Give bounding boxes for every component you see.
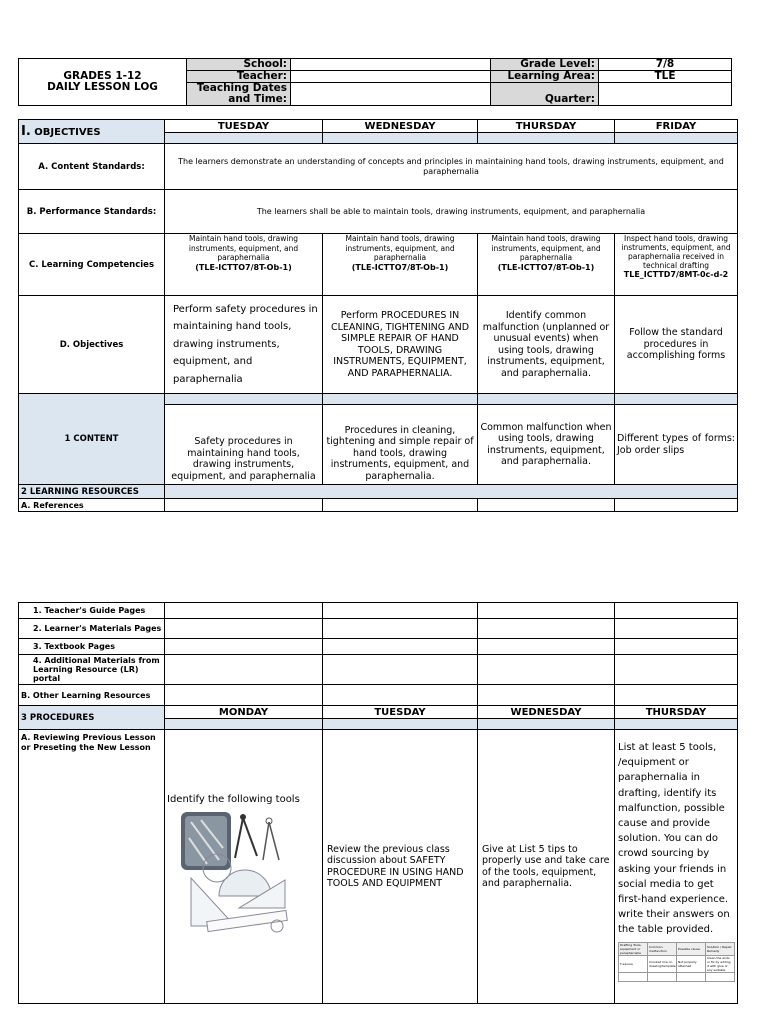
blank-cell [165,603,323,619]
blank-cell [615,603,738,619]
objectives-label: D. Objectives [19,296,165,394]
blank-cell [478,499,615,512]
blank-cell [165,133,323,144]
performance-standards-text: The learners shall be able to maintain tools, drawing instruments, equipment, and paraphernalia [165,190,738,234]
references-label: A. References [19,499,165,512]
blank-cell [165,719,323,730]
mini-table-header: Drafting Tools, equipment or paraphernalia [619,942,648,955]
dates-field[interactable] [291,83,491,106]
objective-text: Perform PROCEDURES IN CLEANING, TIGHTENING AND SIMPLE REPAIR OF HAND TOOLS, DRAWING INSTRUMENTS, EQUIPMENT, AND PARAPHERNALIA. [323,296,478,394]
school-label: School: [187,59,291,71]
blank-cell [615,655,738,685]
competency-cell [615,234,738,296]
blank-cell [165,685,323,706]
blank-cell [615,619,738,639]
day-header-1: TUESDAY [165,120,323,133]
form-title-line1: GRADES 1-12 [63,70,142,82]
procedures-table [18,602,738,1004]
blank-cell [323,499,478,512]
blank-cell [615,133,738,144]
blank-cell [165,655,323,685]
competency-code: TLE_ICTTD7/8MT-0c-d-2 [623,270,729,279]
mini-table-header: Common malfunction [648,942,677,955]
competency-cell [323,234,478,296]
area-label: Learning Area: [491,71,599,83]
blank-cell [478,394,615,405]
review-monday-cell [165,730,323,1004]
mini-table-header: Solution / Repair Remedy [706,942,735,955]
mini-table-cell: T-square [619,955,648,972]
competency-cell [165,234,323,296]
day-header-2: WEDNESDAY [323,120,478,133]
day-header-4: FRIDAY [615,120,738,133]
dates-label [187,83,291,106]
blank-cell [165,499,323,512]
review-text: Identify the following tools [167,794,300,805]
grade-value[interactable]: 7/8 [599,59,732,71]
review-lesson-label: A. Reviewing Previous Lesson or Preseting the New Lesson [19,730,165,1004]
blank-cell [323,639,478,655]
proc-day-header-3: WEDNESDAY [478,706,615,719]
blank-cell [165,485,738,499]
content-text: Different types of forms: Job order slips [615,405,738,485]
protractor-icon [219,870,271,896]
review-text: Review the previous class discussion about SAFETY PROCEDURE IN USING HAND TOOLS AND EQUIPMENT [323,730,478,1004]
blank-cell [615,639,738,655]
blank-cell [323,655,478,685]
teacher-label: Teacher: [187,71,291,83]
competency-code: (TLE-ICTTO7/8T-Ob-1) [497,262,595,272]
learning-resources-label: 2 LEARNING RESOURCES [19,485,165,499]
blank-cell [478,619,615,639]
compass-icon [235,814,257,858]
review-thursday-cell [615,730,738,1004]
competency-code: (TLE-ICTTO7/8T-Ob-1) [351,262,449,272]
review-text: Give at List 5 tips to properly use and take care of the tools, equipment, and paraphernalia. [478,730,615,1004]
competencies-label: C. Learning Competencies [19,234,165,296]
review-text: List at least 5 tools, /equipment or paraphernalia in drafting, identify its malfunction, possible cause and provide solution. You can do crowd sourcing by asking your friends in social media to get first-hand experience. write their answers on the table provided. [618,742,730,936]
dates-label-line1: Teaching Dates [196,82,287,94]
blank-cell [323,685,478,706]
objective-text: Perform safety procedures in maintaining hand tools, drawing instruments, equipment, and paraphernalia [165,296,323,394]
blank-cell [478,685,615,706]
blank-cell [165,639,323,655]
blank-cell [478,719,615,730]
blank-cell [615,499,738,512]
quarter-label: Quarter: [491,83,599,106]
proc-day-header-1: MONDAY [165,706,323,719]
form-title-line2: DAILY LESSON LOG [47,81,158,93]
mini-table-cell [648,972,677,981]
drafting-tools-image [177,808,295,936]
proc-day-header-4: THURSDAY [615,706,738,719]
competency-code: (TLE-ICTTO7/8T-Ob-1) [195,262,292,272]
form-title [19,59,187,106]
mini-table-cell: Crooked line on drawing/template [648,955,677,972]
grade-label: Grade Level: [491,59,599,71]
day-header-3: THURSDAY [478,120,615,133]
content-text: Common malfunction when using tools, drawing instruments, equipment, and paraphernalia. [478,405,615,485]
additional-materials-label: 4. Additional Materials from Learning Resource (LR) portal [19,655,165,685]
teachers-guide-label: 1. Teacher's Guide Pages [19,603,165,619]
objectives-header [19,120,165,144]
blank-cell [478,655,615,685]
blank-cell [323,719,478,730]
area-value[interactable]: TLE [599,71,732,83]
blank-cell [323,133,478,144]
mini-table-cell: Not properly attached [677,955,706,972]
mini-table-cell [677,972,706,981]
mini-table-cell: Clean the ends or fix by adding it with glue or any suitable [706,955,735,972]
blank-cell [323,394,478,405]
objectives-table [18,119,738,512]
dates-label-line2: and Time: [228,93,287,105]
procedures-label: 3 PROCEDURES [19,706,165,730]
blank-cell [615,394,738,405]
competency-cell [478,234,615,296]
blank-cell [478,133,615,144]
quarter-field[interactable] [599,83,732,106]
mini-table-cell [619,972,648,981]
blank-cell [478,639,615,655]
performance-standards-label: B. Performance Standards: [19,190,165,234]
teacher-field[interactable] [291,71,491,83]
school-field[interactable] [291,59,491,71]
blank-cell [323,619,478,639]
proc-day-header-2: TUESDAY [323,706,478,719]
blank-cell [323,603,478,619]
content-standards-label: A. Content Standards: [19,144,165,190]
competency-text: Maintain hand tools, drawing instruments, equipment, and paraphernalia [345,234,455,262]
blank-cell [615,719,738,730]
other-resources-label: B. Other Learning Resources [19,685,165,706]
content-standards-text: The learners demonstrate an understanding of concepts and principles in maintaining hand tools, drawing instruments, equipment, and paraphernalia [165,144,738,190]
content-label: 1 CONTENT [19,394,165,485]
malfunction-table [618,942,735,982]
textbook-pages-label: 3. Textbook Pages [19,639,165,655]
content-text: Procedures in cleaning, tightening and simple repair of hand tools, drawing instruments, equipment, and paraphernalia. [323,405,478,485]
divider-icon [263,818,279,860]
header-table [18,58,732,106]
competency-text: Maintain hand tools, drawing instruments, equipment, and paraphernalia [188,234,299,262]
mini-table-cell [706,972,735,981]
objective-text: Follow the standard procedures in accomplishing forms [615,296,738,394]
competency-text: Maintain hand tools, drawing instruments, equipment, and paraphernalia [491,234,601,262]
blank-cell [165,394,323,405]
content-text: Safety procedures in maintaining hand tools, drawing instruments, equipment, and paraphernalia [165,405,323,485]
competency-text: Inspect hand tools, drawing instruments, equipment, and paraphernalia received in technical drafting [621,234,731,270]
objectives-section-title: OBJECTIVES [34,127,101,138]
blank-cell [478,603,615,619]
learners-materials-label: 2. Learner's Materials Pages [19,619,165,639]
objectives-section-number: I. [21,124,31,139]
mini-table-header: Possible cause [677,942,706,955]
blank-cell [615,685,738,706]
objective-text: Identify common malfunction (unplanned or unusual events) when using tools, drawing instruments, equipment, and paraphernalia. [478,296,615,394]
blank-cell [165,619,323,639]
